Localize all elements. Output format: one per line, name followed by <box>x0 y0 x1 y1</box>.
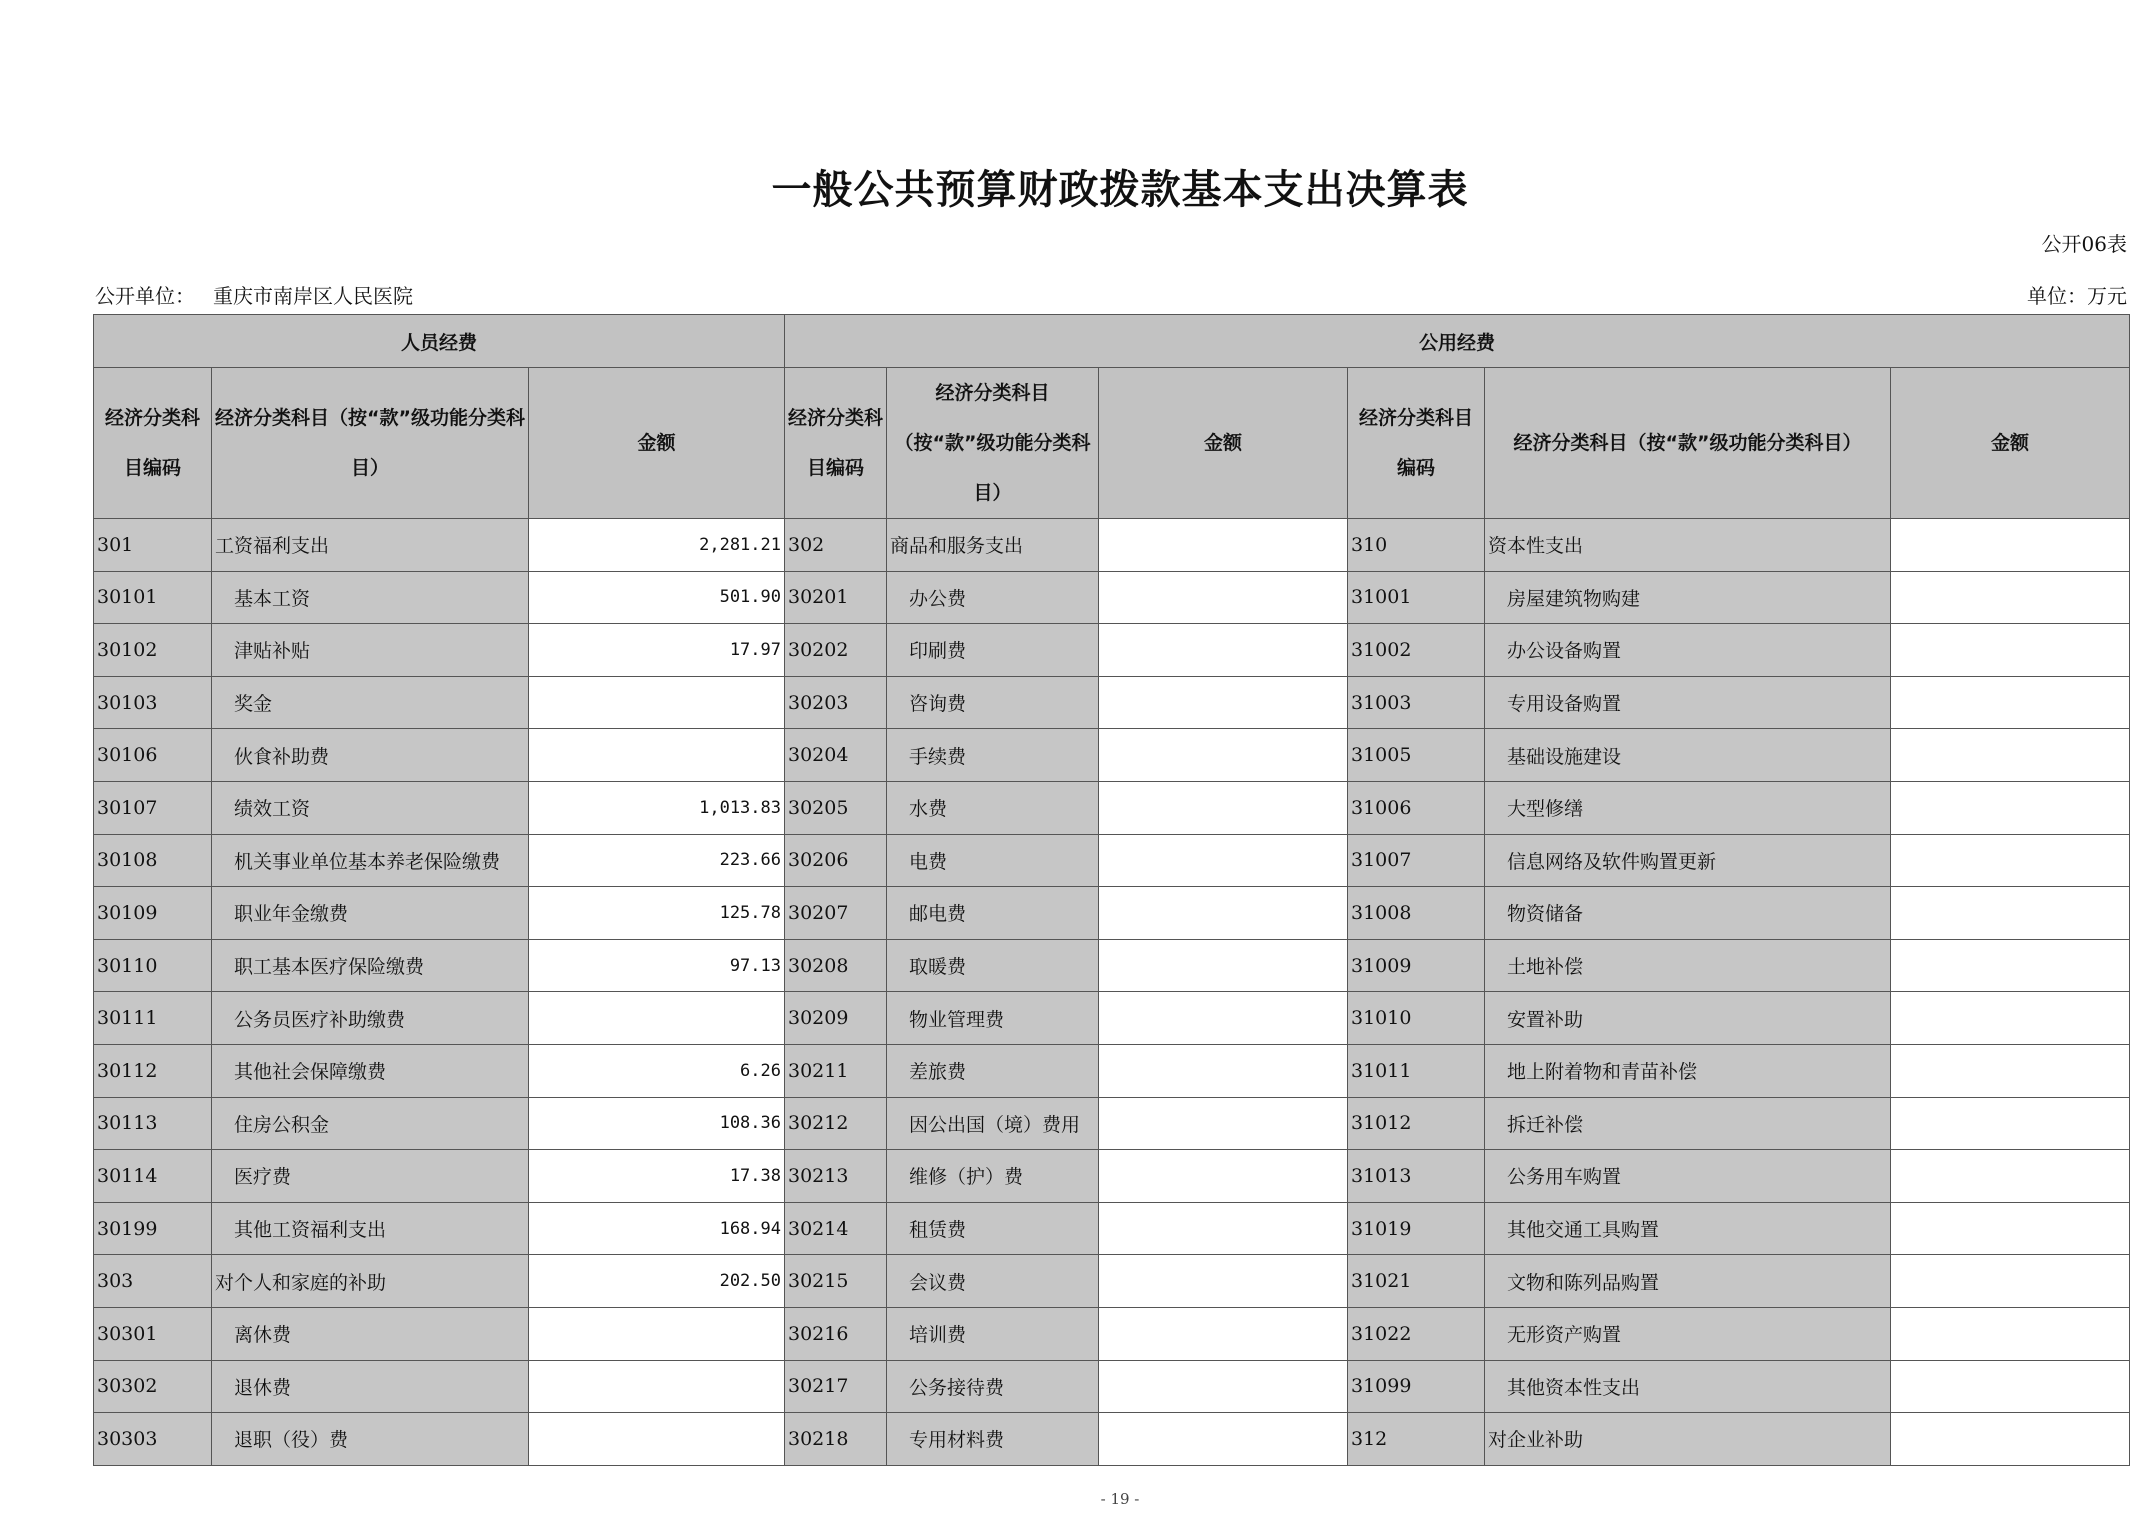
p-code-cell: 303 <box>94 1255 212 1308</box>
c-amount-cell <box>1891 519 2130 572</box>
c-name-cell: 无形资产购置 <box>1485 1307 1891 1360</box>
c-name-cell: 其他交通工具购置 <box>1485 1202 1891 1255</box>
p-code-cell: 30111 <box>94 992 212 1045</box>
c-name-cell: 土地补偿 <box>1485 939 1891 992</box>
u-amount-cell <box>1099 781 1348 834</box>
u-name-cell: 会议费 <box>887 1255 1099 1308</box>
p-name-cell: 退职（役）费 <box>212 1413 529 1466</box>
u-name-cell: 印刷费 <box>887 624 1099 677</box>
u-code-cell: 30211 <box>785 1044 887 1097</box>
u-amount-cell <box>1099 1202 1348 1255</box>
p-name-cell: 其他社会保障缴费 <box>212 1044 529 1097</box>
c-amount-cell <box>1891 676 2130 729</box>
p-name-cell: 职工基本医疗保险缴费 <box>212 939 529 992</box>
c-amount-cell <box>1891 624 2130 677</box>
group-personnel: 人员经费 <box>94 315 785 368</box>
c-code-cell: 31006 <box>1348 781 1485 834</box>
u-code-cell: 30217 <box>785 1360 887 1413</box>
c-code-cell: 31013 <box>1348 1150 1485 1203</box>
u-name-cell: 差旅费 <box>887 1044 1099 1097</box>
p-amount-cell: 501.90 <box>529 571 785 624</box>
c-name-cell: 地上附着物和青苗补偿 <box>1485 1044 1891 1097</box>
u-code-cell: 30208 <box>785 939 887 992</box>
u-code-cell: 30204 <box>785 729 887 782</box>
u-amount-cell <box>1099 1307 1348 1360</box>
org-label: 公开单位： <box>95 284 195 308</box>
p-amount-cell: 168.94 <box>529 1202 785 1255</box>
p-amount-cell <box>529 676 785 729</box>
c-code-cell: 310 <box>1348 519 1485 572</box>
table-row <box>94 1255 2130 1308</box>
u-amount-cell <box>1099 887 1348 940</box>
c-code-cell: 31010 <box>1348 992 1485 1045</box>
header-name: 经济分类科目（按“款”级功能分类科目） <box>887 368 1099 519</box>
p-code-cell: 30102 <box>94 624 212 677</box>
p-amount-cell: 125.78 <box>529 887 785 940</box>
u-name-cell: 水费 <box>887 781 1099 834</box>
c-name-cell: 房屋建筑物购建 <box>1485 571 1891 624</box>
c-amount-cell <box>1891 1413 2130 1466</box>
c-name-cell: 安置补助 <box>1485 992 1891 1045</box>
c-code-cell: 31021 <box>1348 1255 1485 1308</box>
c-code-cell: 31012 <box>1348 1097 1485 1150</box>
c-code-cell: 31019 <box>1348 1202 1485 1255</box>
header-amount: 金额 <box>1099 368 1348 519</box>
p-amount-cell <box>529 1413 785 1466</box>
u-name-cell: 培训费 <box>887 1307 1099 1360</box>
u-code-cell: 30205 <box>785 781 887 834</box>
p-code-cell: 30199 <box>94 1202 212 1255</box>
c-code-cell: 31005 <box>1348 729 1485 782</box>
u-amount-cell <box>1099 834 1348 887</box>
u-name-cell: 咨询费 <box>887 676 1099 729</box>
table-row <box>94 887 2130 940</box>
u-name-cell: 电费 <box>887 834 1099 887</box>
p-name-cell: 职业年金缴费 <box>212 887 529 940</box>
c-amount-cell <box>1891 1307 2130 1360</box>
u-amount-cell <box>1099 624 1348 677</box>
header-name: 经济分类科目（按“款”级功能分类科目） <box>1485 368 1891 519</box>
p-amount-cell: 17.97 <box>529 624 785 677</box>
u-code-cell: 30216 <box>785 1307 887 1360</box>
u-name-cell: 办公费 <box>887 571 1099 624</box>
p-name-cell: 离休费 <box>212 1307 529 1360</box>
u-amount-cell <box>1099 571 1348 624</box>
p-code-cell: 30113 <box>94 1097 212 1150</box>
expenditure-table <box>93 314 2130 1466</box>
p-name-cell: 基本工资 <box>212 571 529 624</box>
header-code: 经济分类科目编码 <box>1348 368 1485 519</box>
u-code-cell: 30218 <box>785 1413 887 1466</box>
c-name-cell: 公务用车购置 <box>1485 1150 1891 1203</box>
u-name-cell: 因公出国（境）费用 <box>887 1097 1099 1150</box>
p-name-cell: 住房公积金 <box>212 1097 529 1150</box>
c-amount-cell <box>1891 1202 2130 1255</box>
table-row <box>94 834 2130 887</box>
c-amount-cell <box>1891 887 2130 940</box>
table-body <box>94 519 2130 1466</box>
p-amount-cell: 2,281.21 <box>529 519 785 572</box>
table-row <box>94 1150 2130 1203</box>
c-name-cell: 其他资本性支出 <box>1485 1360 1891 1413</box>
u-amount-cell <box>1099 1413 1348 1466</box>
p-code-cell: 30110 <box>94 939 212 992</box>
c-code-cell: 31007 <box>1348 834 1485 887</box>
header-name: 经济分类科目（按“款”级功能分类科目） <box>212 368 529 519</box>
p-amount-cell: 17.38 <box>529 1150 785 1203</box>
page-number: - 19 - <box>1100 1490 1140 1508</box>
table-row <box>94 571 2130 624</box>
u-name-cell: 商品和服务支出 <box>887 519 1099 572</box>
table-row <box>94 1202 2130 1255</box>
table-row <box>94 1097 2130 1150</box>
p-name-cell: 机关事业单位基本养老保险缴费 <box>212 834 529 887</box>
c-amount-cell <box>1891 1360 2130 1413</box>
p-code-cell: 30301 <box>94 1307 212 1360</box>
u-code-cell: 30209 <box>785 992 887 1045</box>
c-amount-cell <box>1891 1255 2130 1308</box>
header-code: 经济分类科目编码 <box>785 368 887 519</box>
p-name-cell: 医疗费 <box>212 1150 529 1203</box>
c-name-cell: 办公设备购置 <box>1485 624 1891 677</box>
u-code-cell: 30206 <box>785 834 887 887</box>
p-amount-cell <box>529 1307 785 1360</box>
p-name-cell: 奖金 <box>212 676 529 729</box>
c-amount-cell <box>1891 571 2130 624</box>
p-code-cell: 30109 <box>94 887 212 940</box>
p-name-cell: 其他工资福利支出 <box>212 1202 529 1255</box>
c-amount-cell <box>1891 939 2130 992</box>
c-name-cell: 对企业补助 <box>1485 1413 1891 1466</box>
c-amount-cell <box>1891 834 2130 887</box>
p-amount-cell: 108.36 <box>529 1097 785 1150</box>
table-row <box>94 519 2130 572</box>
u-amount-cell <box>1099 992 1348 1045</box>
p-amount-cell <box>529 1360 785 1413</box>
u-name-cell: 专用材料费 <box>887 1413 1099 1466</box>
org-name: 重庆市南岸区人民医院 <box>213 284 413 308</box>
p-code-cell: 30302 <box>94 1360 212 1413</box>
table-row <box>94 781 2130 834</box>
p-name-cell: 伙食补助费 <box>212 729 529 782</box>
c-amount-cell <box>1891 1097 2130 1150</box>
c-code-cell: 31008 <box>1348 887 1485 940</box>
u-amount-cell <box>1099 939 1348 992</box>
c-name-cell: 物资储备 <box>1485 887 1891 940</box>
u-amount-cell <box>1099 519 1348 572</box>
u-code-cell: 30201 <box>785 571 887 624</box>
u-code-cell: 302 <box>785 519 887 572</box>
p-code-cell: 30108 <box>94 834 212 887</box>
c-name-cell: 资本性支出 <box>1485 519 1891 572</box>
group-public: 公用经费 <box>785 315 2130 368</box>
u-amount-cell <box>1099 1255 1348 1308</box>
c-code-cell: 31009 <box>1348 939 1485 992</box>
table-row <box>94 729 2130 782</box>
p-name-cell: 公务员医疗补助缴费 <box>212 992 529 1045</box>
u-code-cell: 30214 <box>785 1202 887 1255</box>
page-title: 一般公共预算财政拨款基本支出决算表 <box>771 167 1469 213</box>
u-amount-cell <box>1099 1150 1348 1203</box>
p-amount-cell <box>529 992 785 1045</box>
c-amount-cell <box>1891 729 2130 782</box>
c-name-cell: 专用设备购置 <box>1485 676 1891 729</box>
c-name-cell: 基础设施建设 <box>1485 729 1891 782</box>
p-amount-cell: 6.26 <box>529 1044 785 1097</box>
header-amount: 金额 <box>529 368 785 519</box>
org-line <box>95 280 413 309</box>
u-name-cell: 物业管理费 <box>887 992 1099 1045</box>
p-amount-cell <box>529 729 785 782</box>
c-amount-cell <box>1891 1150 2130 1203</box>
header-amount: 金额 <box>1891 368 2130 519</box>
u-name-cell: 手续费 <box>887 729 1099 782</box>
p-code-cell: 30303 <box>94 1413 212 1466</box>
c-code-cell: 31003 <box>1348 676 1485 729</box>
u-amount-cell <box>1099 676 1348 729</box>
c-amount-cell <box>1891 1044 2130 1097</box>
p-name-cell: 退休费 <box>212 1360 529 1413</box>
u-amount-cell <box>1099 1044 1348 1097</box>
table-row <box>94 939 2130 992</box>
c-code-cell: 31002 <box>1348 624 1485 677</box>
u-code-cell: 30203 <box>785 676 887 729</box>
header-code: 经济分类科目编码 <box>94 368 212 519</box>
u-code-cell: 30202 <box>785 624 887 677</box>
p-amount-cell: 1,013.83 <box>529 781 785 834</box>
c-code-cell: 312 <box>1348 1413 1485 1466</box>
p-name-cell: 工资福利支出 <box>212 519 529 572</box>
table-row <box>94 624 2130 677</box>
p-code-cell: 30114 <box>94 1150 212 1203</box>
c-name-cell: 大型修缮 <box>1485 781 1891 834</box>
u-amount-cell <box>1099 729 1348 782</box>
u-name-cell: 公务接待费 <box>887 1360 1099 1413</box>
u-name-cell: 取暖费 <box>887 939 1099 992</box>
u-code-cell: 30215 <box>785 1255 887 1308</box>
u-amount-cell <box>1099 1097 1348 1150</box>
c-code-cell: 31001 <box>1348 571 1485 624</box>
c-name-cell: 拆迁补偿 <box>1485 1097 1891 1150</box>
table-row <box>94 1307 2130 1360</box>
p-amount-cell: 223.66 <box>529 834 785 887</box>
u-code-cell: 30207 <box>785 887 887 940</box>
table-row <box>94 1413 2130 1466</box>
c-code-cell: 31022 <box>1348 1307 1485 1360</box>
p-code-cell: 30107 <box>94 781 212 834</box>
p-amount-cell: 97.13 <box>529 939 785 992</box>
p-code-cell: 30103 <box>94 676 212 729</box>
p-code-cell: 30101 <box>94 571 212 624</box>
c-amount-cell <box>1891 781 2130 834</box>
u-name-cell: 维修（护）费 <box>887 1150 1099 1203</box>
table-row <box>94 676 2130 729</box>
u-code-cell: 30213 <box>785 1150 887 1203</box>
p-code-cell: 30106 <box>94 729 212 782</box>
u-name-cell: 邮电费 <box>887 887 1099 940</box>
unit-label: 单位：万元 <box>2027 284 2127 308</box>
table-row <box>94 992 2130 1045</box>
p-name-cell: 津贴补贴 <box>212 624 529 677</box>
form-number: 公开06表 <box>2041 232 2127 256</box>
c-code-cell: 31011 <box>1348 1044 1485 1097</box>
p-name-cell: 绩效工资 <box>212 781 529 834</box>
p-code-cell: 301 <box>94 519 212 572</box>
u-name-cell: 租赁费 <box>887 1202 1099 1255</box>
u-code-cell: 30212 <box>785 1097 887 1150</box>
p-code-cell: 30112 <box>94 1044 212 1097</box>
table-row <box>94 1044 2130 1097</box>
c-code-cell: 31099 <box>1348 1360 1485 1413</box>
p-amount-cell: 202.50 <box>529 1255 785 1308</box>
p-name-cell: 对个人和家庭的补助 <box>212 1255 529 1308</box>
c-amount-cell <box>1891 992 2130 1045</box>
u-amount-cell <box>1099 1360 1348 1413</box>
c-name-cell: 信息网络及软件购置更新 <box>1485 834 1891 887</box>
table-row <box>94 1360 2130 1413</box>
c-name-cell: 文物和陈列品购置 <box>1485 1255 1891 1308</box>
